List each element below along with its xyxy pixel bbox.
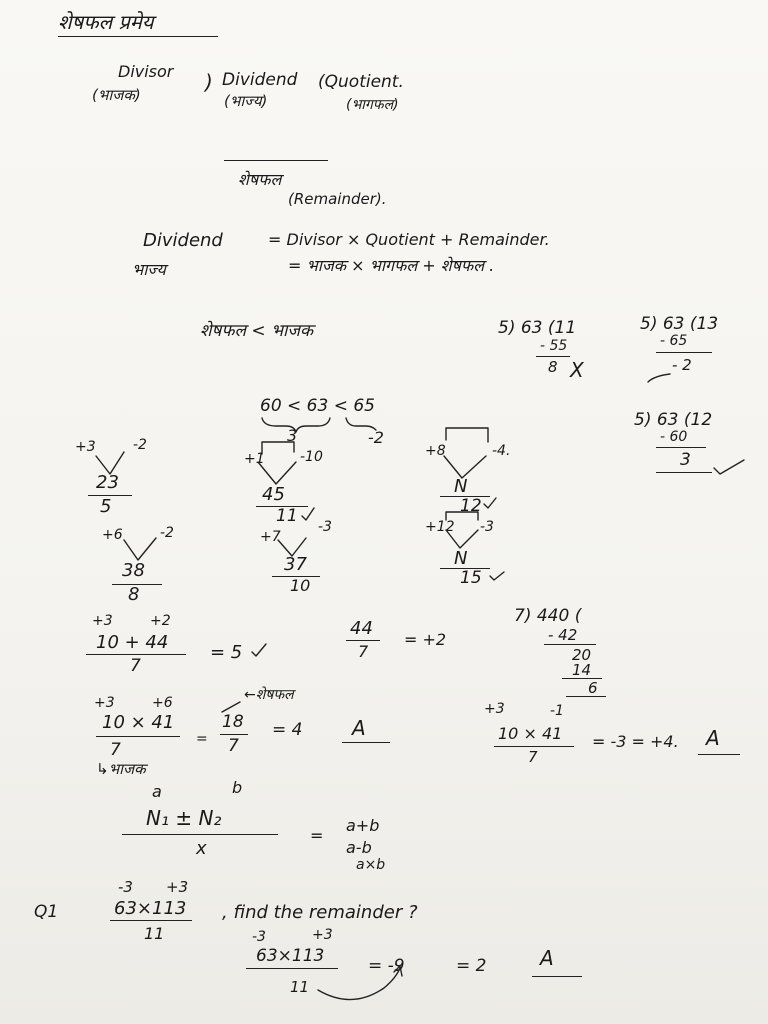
- page-title: शेषफल प्रमेय: [58, 10, 154, 34]
- prod1-b: +6: [152, 695, 173, 711]
- division-a-rem: 8: [548, 358, 558, 376]
- prod2-a: +3: [484, 701, 505, 717]
- prod1-mid-den: 7: [228, 736, 239, 756]
- q-a: -3: [118, 878, 133, 896]
- ex1-v-mark: [96, 452, 124, 474]
- ex2-v-mark: [124, 538, 156, 560]
- general-num: N₁ ± N₂: [146, 806, 222, 830]
- q-b: +3: [166, 878, 189, 896]
- range-left: 3: [287, 426, 298, 445]
- tick-ex3: [302, 508, 314, 520]
- division-a-line: [536, 356, 570, 357]
- divisor-hindi: (भाजक): [92, 86, 141, 104]
- answer-mark-1: A: [352, 716, 366, 740]
- tick-ex5: [484, 498, 496, 508]
- general-eq: =: [310, 826, 324, 845]
- longdiv-r2: 20: [572, 646, 592, 664]
- q-num: 63×113: [114, 898, 187, 919]
- sum-result: = 5: [210, 642, 243, 663]
- ex2-den: 8: [128, 584, 140, 605]
- longdiv-line1: [544, 644, 596, 645]
- division-c-rem: 3: [680, 450, 691, 470]
- ex6-num: N: [454, 548, 468, 569]
- general-b: b: [232, 778, 243, 797]
- ex5-bracket: [446, 428, 488, 442]
- single-bar: [346, 640, 380, 641]
- sol-num: 63×113: [256, 946, 325, 966]
- remainder-rule: शेषफल < भाजक: [200, 321, 314, 341]
- formula-english: = Divisor × Quotient + Remainder.: [268, 230, 550, 249]
- ex2-plus: +6: [102, 527, 123, 543]
- dividend-label: Dividend: [222, 70, 298, 90]
- formula-hindi: = भाजक × भागफल + शेषफल .: [288, 256, 495, 275]
- general-r3: a×b: [356, 857, 386, 873]
- ex3-num: 45: [262, 484, 285, 505]
- prod2-result: = -3 = +4.: [592, 732, 679, 751]
- prod1-eq: =: [196, 731, 208, 747]
- tick-sum: [252, 644, 266, 656]
- longdiv-r1: - 42: [548, 626, 578, 644]
- prod1-mid-bar: [220, 734, 248, 735]
- answer-mark-3: A: [540, 946, 554, 970]
- formula-bhajya: भाज्य: [132, 260, 166, 279]
- division-b-head: 5) 63 (13: [640, 314, 719, 334]
- sol-r2: = 2: [456, 956, 487, 976]
- sol-r1: = -9: [368, 956, 405, 976]
- title-underline: [58, 36, 218, 37]
- prod1-mid-num: 18: [222, 712, 244, 732]
- ex3-plus: +1: [244, 451, 265, 467]
- prod2-bar: [494, 746, 574, 747]
- division-c-line2: [656, 472, 712, 473]
- prod2-b: -1: [550, 703, 564, 719]
- ex4-den: 10: [290, 576, 311, 595]
- ex5-minus: -4.: [492, 443, 511, 459]
- sol-bar: [246, 968, 338, 969]
- single-den: 7: [358, 642, 369, 661]
- remainder-arrow: [222, 702, 240, 712]
- remainder-label: (Remainder).: [288, 190, 387, 208]
- sol-den: 11: [290, 978, 310, 996]
- remainder-hindi: शेषफल: [238, 170, 282, 189]
- sum-a: +3: [92, 613, 113, 629]
- dividend-hindi: (भाज्य): [224, 92, 268, 110]
- sum-bar: [86, 654, 186, 655]
- remainder-arrow-label: ←शेषफल: [244, 687, 294, 703]
- division-c-head: 5) 63 (12: [634, 410, 713, 430]
- question-text: , find the remainder ?: [222, 902, 418, 923]
- divisor-label: Divisor: [118, 62, 174, 81]
- ex1-den: 5: [100, 496, 112, 517]
- prod1-a: +3: [94, 695, 115, 711]
- ex2-minus: -2: [160, 525, 174, 541]
- ex1-minus: -2: [133, 437, 147, 453]
- prod1-num: 10 × 41: [102, 712, 175, 733]
- divisor-arrow-label: ↳भाजक: [96, 760, 146, 778]
- single-num: 44: [350, 618, 373, 639]
- ex5-den: 12: [460, 496, 482, 516]
- division-b-sub: - 65: [660, 333, 688, 349]
- tick-div-c: [714, 460, 744, 474]
- ex1-num: 23: [96, 472, 119, 493]
- range-text: 60 < 63 < 65: [260, 396, 375, 416]
- quotient-label: (Quotient.: [318, 72, 404, 92]
- question-label: Q1: [34, 902, 59, 922]
- ex3-minus: -10: [300, 449, 323, 465]
- ex4-plus: +7: [260, 529, 281, 545]
- division-bracket: ): [205, 70, 213, 94]
- longdiv-head: 7) 440 (: [514, 606, 582, 626]
- longdiv-r4: 6: [588, 679, 598, 697]
- sum-num: 10 + 44: [96, 632, 169, 653]
- division-line: [224, 160, 328, 161]
- answer-underline-1: [342, 742, 390, 743]
- ex1-plus: +3: [75, 439, 96, 455]
- general-bar: [122, 834, 278, 835]
- answer-mark-2: A: [706, 726, 720, 750]
- q-bar: [110, 920, 192, 921]
- cross-mark: X: [570, 358, 584, 382]
- general-r2: a-b: [346, 838, 372, 857]
- ex2-num: 38: [122, 560, 145, 581]
- answer-underline-3: [532, 976, 582, 977]
- ex6-plus: +12: [425, 519, 455, 535]
- answer-underline-2: [698, 754, 740, 755]
- ex5-v-mark: [444, 456, 486, 478]
- quotient-hindi: (भागफल): [346, 97, 399, 113]
- general-a: a: [152, 782, 162, 801]
- sum-den: 7: [130, 656, 141, 676]
- general-den: x: [196, 838, 207, 859]
- division-a-head: 5) 63 (11: [498, 318, 577, 338]
- ex5-plus: +8: [425, 443, 446, 459]
- division-c-line: [656, 447, 706, 448]
- ex6-den: 15: [460, 568, 482, 588]
- q-den: 11: [144, 924, 165, 943]
- tick-div-b: [648, 374, 670, 382]
- prod1-bar: [96, 736, 180, 737]
- sol-b: +3: [312, 927, 333, 943]
- ex4-num: 37: [284, 554, 307, 575]
- longdiv-r3: 14: [572, 661, 592, 679]
- division-c-sub: - 60: [660, 429, 688, 445]
- prod2-den: 7: [528, 748, 538, 766]
- ex6-minus: -3: [480, 519, 494, 535]
- general-r1: a+b: [346, 816, 380, 835]
- ex5-num: N: [454, 476, 468, 497]
- prod2-num: 10 × 41: [498, 724, 563, 743]
- sol-a: -3: [252, 929, 266, 945]
- ex3-den: 11: [276, 506, 298, 526]
- prod1-den: 7: [110, 740, 121, 760]
- division-b-line: [656, 352, 712, 353]
- formula-dividend: Dividend: [143, 230, 223, 251]
- prod1-result: = 4: [272, 720, 303, 740]
- division-b-rem: - 2: [672, 356, 692, 374]
- division-a-sub: - 55: [540, 338, 568, 354]
- longdiv-line3: [566, 696, 606, 697]
- single-result: = +2: [404, 630, 447, 649]
- sum-b: +2: [150, 613, 171, 629]
- range-right: -2: [368, 428, 384, 447]
- ex4-minus: -3: [318, 519, 332, 535]
- tick-ex6: [490, 572, 504, 580]
